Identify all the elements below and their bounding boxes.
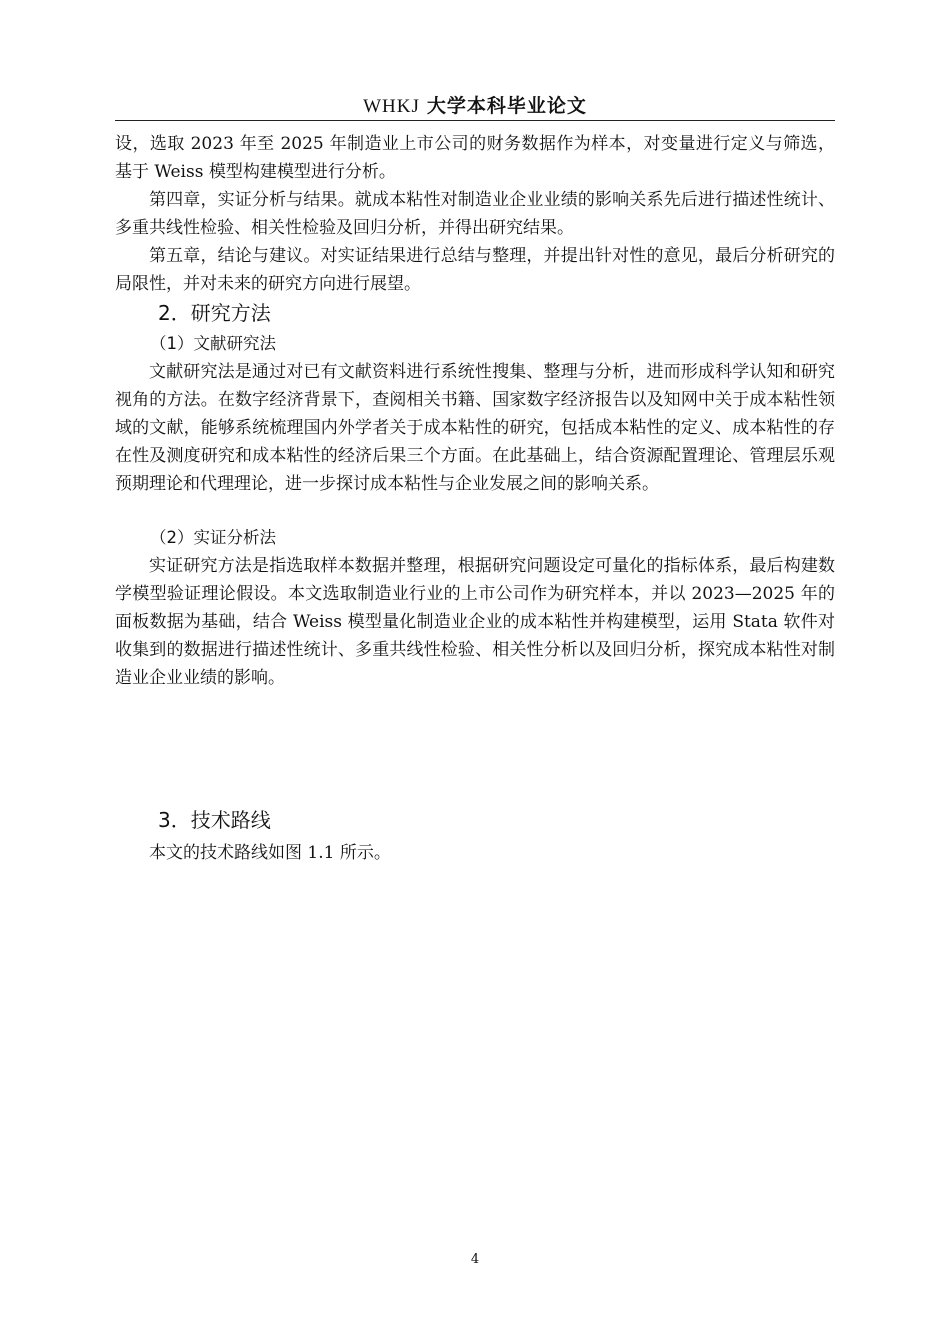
technical-route-body — [115, 839, 835, 867]
paragraph-literature-research: 文献研究法是通过对已有文献资料进行系统性搜集、整理与分析，进而形成科学认知和研究视角的方法。在数字经济背景下，查阅相关书籍、国家数字经济报告以及知网中关于成本粘性领域的文献，能够系统梳理国内外学者关于成本粘性的研究，包括成本粘性的定义、成本粘性的存在性及测度研究和成本粘性的经济后果三个方面。在此基础上，结合资源配置理论、管理层乐观预期理论和代理理论，进一步探讨成本粘性与企业发展之间的影响关系。 — [115, 362, 835, 494]
paragraph-technical-route: 本文的技术路线如图 1.1 所示。 — [149, 843, 391, 863]
paragraph-chapter-4: 第四章，实证分析与结果。就成本粘性对制造业企业业绩的影响关系先后进行描述性统计、多重共线性检验、相关性检验及回归分析，并得出研究结果。 — [115, 190, 835, 238]
intro-paragraphs — [115, 130, 835, 298]
section-heading-technical-route: 3．技术路线 — [158, 808, 271, 832]
subsection-heading-literature-research: （1）文献研究法 — [150, 334, 276, 353]
paragraph-continued: 设，选取 2023 年至 2025 年制造业上市公司的财务数据作为样本，对变量进行定义与筛选，基于 Weiss 模型构建模型进行分析。 — [115, 134, 835, 182]
page-number: 4 — [470, 1252, 480, 1267]
literature-research-body — [115, 358, 835, 498]
section-heading-research-methods: 2．研究方法 — [158, 301, 271, 325]
header-thesis-title: 大学本科毕业论文 — [426, 95, 587, 117]
header-rule — [115, 120, 835, 121]
empirical-analysis-body — [115, 552, 835, 692]
subsection-heading-empirical-analysis: （2）实证分析法 — [150, 528, 276, 547]
paragraph-empirical-analysis: 实证研究方法是指选取样本数据并整理，根据研究问题设定可量化的指标体系，最后构建数学模型验证理论假设。本文选取制造业行业的上市公司作为研究样本，并以 2023—2025 年的面板数据为基础，结合 Weiss 模型量化制造业企业的成本粘性并构建模型，运用 Stata 软件对收集到的数据进行描述性统计、多重共线性检验、相关性分析以及回归分析，探究成本粘性对制造业企业业绩的影响。 — [115, 556, 835, 688]
running-header — [115, 91, 835, 118]
paragraph-chapter-5: 第五章，结论与建议。对实证结果进行总结与整理，并提出针对性的意见，最后分析研究的局限性，并对未来的研究方向进行展望。 — [115, 246, 835, 294]
header-school-code: WHKJ — [363, 96, 420, 117]
